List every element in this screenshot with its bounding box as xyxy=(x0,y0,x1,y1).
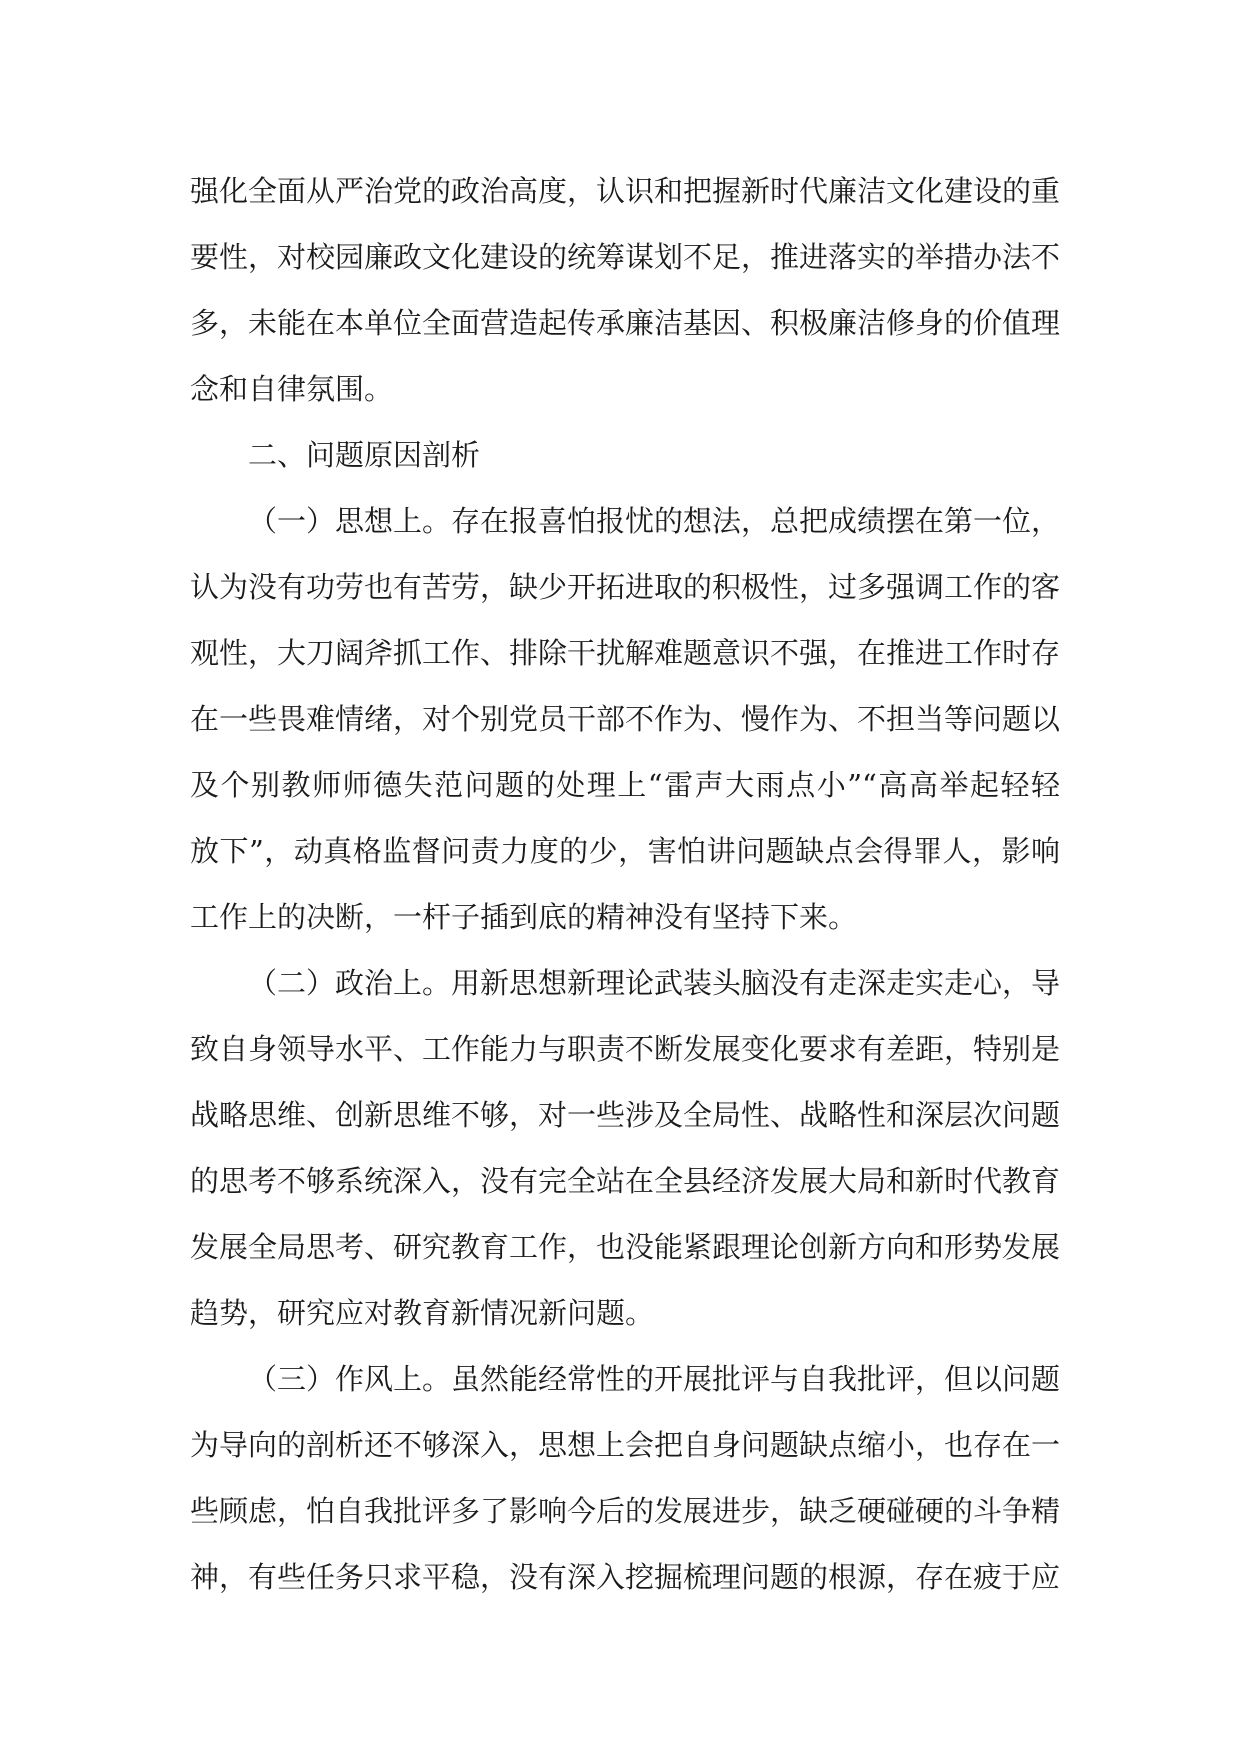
text-line: 为导向的剖析还不够深入，思想上会把自身问题缺点缩小，也存在一 xyxy=(190,1428,1061,1462)
text-line: 要性，对校园廉政文化建设的统筹谋划不足，推进落实的举措办法不 xyxy=(190,240,1061,274)
text-line: 趋势，研究应对教育新情况新问题。 xyxy=(190,1296,655,1330)
heading-text: 二、问题原因剖析 xyxy=(248,438,481,472)
text-line-first: （二）政治上。用新思想新理论武装头脑没有走深走实走心，导 xyxy=(248,966,1061,1000)
text-line: 认为没有功劳也有苦劳，缺少开拓进取的积极性，过多强调工作的客 xyxy=(190,570,1061,604)
text-line: 在一些畏难情绪，对个别党员干部不作为、慢作为、不担当等问题以 xyxy=(190,702,1061,736)
text-line: 致自身领导水平、工作能力与职责不断发展变化要求有差距，特别是 xyxy=(190,1032,1061,1066)
document-body xyxy=(190,158,1060,1610)
text-line: 的思考不够系统深入，没有完全站在全县经济发展大局和新时代教育 xyxy=(190,1164,1061,1198)
text-line: 放下”，动真格监督问责力度的少，害怕讲问题缺点会得罪人，影响 xyxy=(190,834,1060,868)
paragraph-work-style xyxy=(190,1346,1060,1610)
text-line: 观性，大刀阔斧抓工作、排除干扰解难题意识不强，在推进工作时存 xyxy=(190,636,1061,670)
text-line-first: （三）作风上。虽然能经常性的开展批评与自我批评，但以问题 xyxy=(248,1362,1061,1396)
text-line: 及个别教师师德失范问题的处理上“雷声大雨点小”“高高举起轻轻 xyxy=(190,768,1060,802)
text-line: 些顾虑，怕自我批评多了影响今后的发展进步，缺乏硬碰硬的斗争精 xyxy=(190,1494,1061,1528)
section-heading-problem-analysis xyxy=(190,422,1060,488)
text-line: 强化全面从严治党的政治高度，认识和把握新时代廉洁文化建设的重 xyxy=(190,174,1061,208)
text-line: 发展全局思考、研究教育工作，也没能紧跟理论创新方向和形势发展 xyxy=(190,1230,1061,1264)
text-line: 多，未能在本单位全面营造起传承廉洁基因、积极廉洁修身的价值理 xyxy=(190,306,1061,340)
text-line: 神，有些任务只求平稳，没有深入挖掘梳理问题的根源，存在疲于应 xyxy=(190,1560,1061,1594)
text-line: 念和自律氛围。 xyxy=(190,372,394,406)
paragraph-continuation xyxy=(190,158,1060,422)
paragraph-ideology xyxy=(190,488,1060,950)
text-line-first: （一）思想上。存在报喜怕报忧的想法，总把成绩摆在第一位， xyxy=(248,504,1061,538)
text-line: 工作上的决断，一杆子插到底的精神没有坚持下来。 xyxy=(190,900,858,934)
paragraph-politics xyxy=(190,950,1060,1346)
text-line: 战略思维、创新思维不够，对一些涉及全局性、战略性和深层次问题 xyxy=(190,1098,1061,1132)
